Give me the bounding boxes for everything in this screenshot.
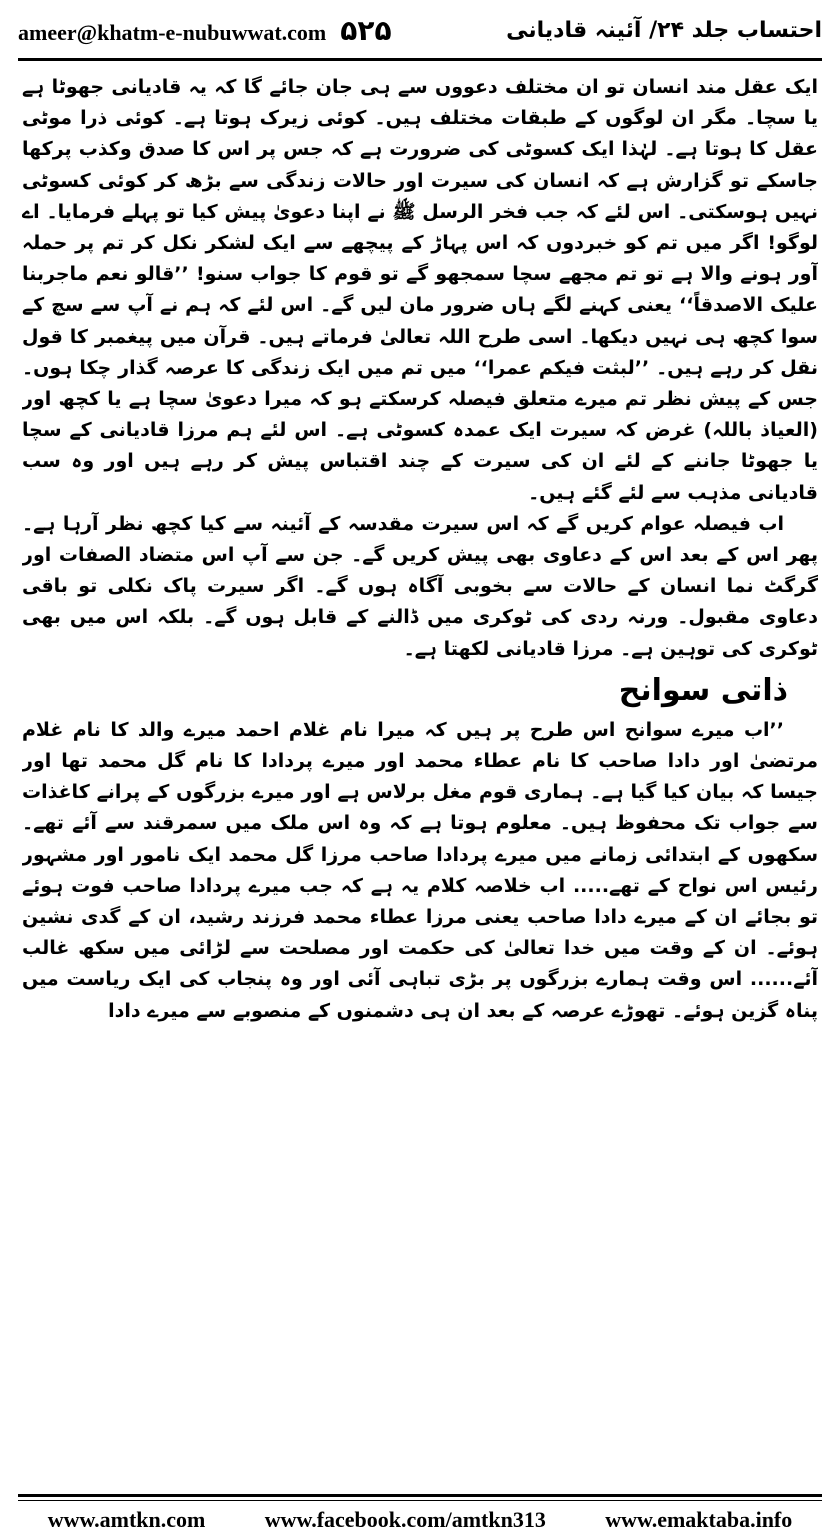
header-left bbox=[18, 14, 392, 47]
section-heading: ذاتی سوانح bbox=[618, 672, 788, 708]
header-book-title: احتساب جلد ۲۴/ آئینہ قادیانی bbox=[506, 17, 822, 43]
body-paragraph-1: ایک عقل مند انسان تو ان مختلف دعووں سے ہی جان جائے گا کہ یہ قادیانی جھوٹا ہے یا سچا۔ مگر ان لوگوں کے طبقات مختلف ہیں۔ کوئی زیرک ہوتا ہے۔ کوئی ذرا موٹی عقل کا ہوتا ہے۔ لہٰذا ایک کسوٹی کی ضرورت ہے کہ جس پر اس کا صدق وکذب پرکھا جاسکے تو گزارش ہے کہ انسان کی سیرت اور حالات زندگی سے بڑھ کر کوئی کسوٹی نہیں ہوسکتی۔ اس لئے کہ جب فخر الرسل ﷺ نے اپنا دعویٰ پیش کیا تو پہلے فرمایا۔ اے لوگو! اگر میں تم کو خبردوں کہ اس پہاڑ کے پیچھے سے ایک لشکر نکل کر تم پر حملہ آور ہونے والا ہے تو تم مجھے سچا سمجھو گے تو قوم کا جواب سنو! ’’قالو نعم ماجربنا علیک الاصدقاً‘‘ یعنی کہنے لگے ہاں ضرور مان لیں گے۔ اس لئے کہ ہم نے آپ سے سچ کے سوا کچھ ہی نہیں دیکھا۔ اسی طرح اللہ تعالیٰ فرماتے ہیں۔ قرآن میں پیغمبر کا قول نقل کر رہے ہیں۔ ’’لبثت فیکم عمرا‘‘ میں تم میں ایک زندگی کا عرصہ گذار چکا ہوں۔ جس کے پیش نظر تم میرے متعلق فیصلہ کرسکتے ہو کہ میرا دعویٰ سچا ہے یا کچھ اور (العیاذ باللہ) غرض کہ سیرت ایک عمدہ کسوٹی ہے۔ اس لئے ہم مرزا قادیانی کے سچا یا جھوٹا جاننے کے لئے ان کی سیرت کے چند اقتباس پیش کر رہے ہیں اور وہ سب قادیانی مذہب سے لئے گئے ہیں۔ bbox=[22, 76, 818, 504]
page-header bbox=[18, 6, 822, 54]
footer-link-emaktaba[interactable]: www.emaktaba.info bbox=[605, 1507, 793, 1532]
footer-divider-thin bbox=[18, 1500, 822, 1501]
page-number: ۵۲۵ bbox=[340, 13, 392, 47]
header-divider bbox=[18, 58, 822, 61]
quoted-passage: ’’اب میرے سوانح اس طرح پر ہیں کہ میرا نام غلام احمد میرے والد کا نام غلام مرتضیٰ اور دادا صاحب کا نام عطاء محمد اور میرے پردادا کا نام گل محمد تھا اور جیسا کہ بیان کیا گیا ہے۔ ہماری قوم مغل برلاس ہے اور میرے بزرگوں کے پرانے کاغذات سے جواب تک محفوظ ہیں۔ معلوم ہوتا ہے کہ وہ اس ملک میں سمرقند سے آئے تھے۔ سکھوں کے ابتدائی زمانے میں میرے پردادا صاحب مرزا گل محمد ایک نامور اور مشہور رئیس اس نواح کے تھے..... اب خلاصہ کلام یہ ہے کہ جب میرے پردادا صاحب فوت ہوئے تو بجائے ان کے میرے دادا صاحب یعنی مرزا عطاء محمد فرزند رشید، ان کے گدی نشین ہوئے۔ ان کے وقت میں خدا تعالیٰ کی حکمت اور مصلحت سے لڑائی میں سکھ غالب آئے...... اس وقت ہمارے بزرگوں پر بڑی تباہی آئی اور وہ پنجاب کی ایک ریاست میں پناہ گزین ہوئے۔ تھوڑے عرصہ کے بعد ان ہی دشمنوں کے منصوبے سے میرے دادا bbox=[22, 718, 818, 1022]
footer-divider-thick bbox=[18, 1494, 822, 1497]
footer-link-facebook[interactable]: www.facebook.com/amtkn313 bbox=[264, 1507, 546, 1532]
footer-link-amtkn[interactable]: www.amtkn.com bbox=[47, 1507, 206, 1532]
page-footer bbox=[18, 1505, 822, 1535]
body-paragraph-2: اب فیصلہ عوام کریں گے کہ اس سیرت مقدسہ کے آئینہ سے کیا کچھ نظر آرہا ہے۔ پھر اس کے بعد اس کے دعاوی بھی پیش کریں گے۔ جن سے آپ اس متضاد الصفات اور گرگٹ نما انسان کے حالات سے بخوبی آگاہ ہوں گے۔ اگر سیرت پاک نکلی تو باقی دعاوی مقبول۔ ورنہ ردی کی ٹوکری میں ڈالنے کے قابل ہوں گے۔ بلکہ اس میں بھی ٹوکری کی توہین ہے۔ مرزا قادیانی لکھتا ہے۔ bbox=[22, 512, 818, 660]
header-email[interactable]: ameer@khatm-e-nubuwwat.com bbox=[18, 19, 327, 45]
page-body bbox=[22, 72, 818, 1468]
